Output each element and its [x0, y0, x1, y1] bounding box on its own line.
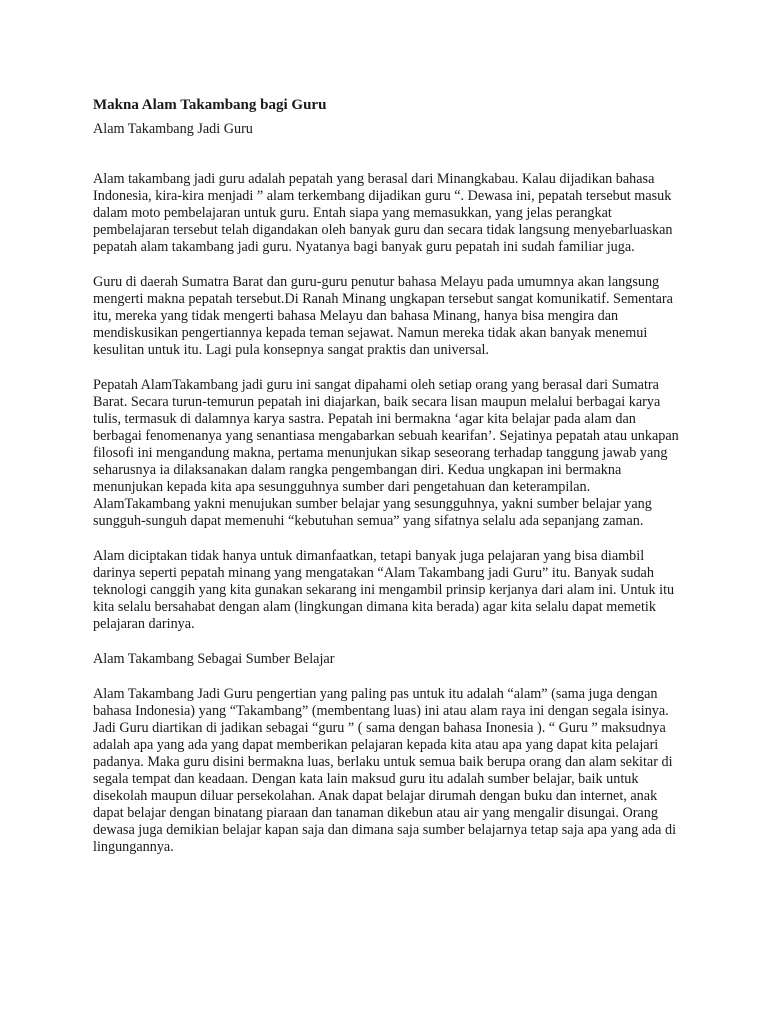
paragraph: Alam takambang jadi guru adalah pepatah yang berasal dari Minangkabau. Kalau dijadikan bahasa Indonesia, kira-kira menjadi ” alam terkembang dijadikan guru “. Dewasa ini, pepatah tersebut masuk dalam moto pembelajaran untuk guru. Entah siapa yang memasukkan, yang jelas perangkat pembelajaran tersebut telah digandakan oleh banyak guru dan secara tidak langsung menyebarluaskan pepatah alam takambang jadi guru. Nyatanya bagi banyak guru pepatah ini sudah familiar juga. [93, 171, 673, 255]
section-heading: Alam Takambang Sebagai Sumber Belajar [93, 651, 335, 667]
document-title: Makna Alam Takambang bagi Guru [93, 97, 327, 113]
document-subtitle: Alam Takambang Jadi Guru [93, 121, 253, 137]
document-body [93, 96, 683, 874]
paragraph: Pepatah AlamTakambang jadi guru ini sangat dipahami oleh setiap orang yang berasal dari Sumatra Barat. Secara turun-temurun pepatah ini diajarkan, baik secara lisan maupun melalui berbagai karya tulis, termasuk di dalamnya karya sastra. Pepatah ini bermakna ‘agar kita belajar pada alam dan berbagai fenomenanya yang senantiasa mengabarkan sebuah kearifan’. Sejatinya pepatah atau unkapan filosofi ini mengandung makna, pertama menunjukan sikap seseorang terhadap tanggung jawab yang seharusnya ia dilaksanakan dalam rangka pengembangan diri. Kedua ungkapan ini bermakna menunjukan kepada kita apa sesungguhnya sumber dari pengetahuan dan keterampilan. AlamTakambang yakni menujukan sumber belajar yang sesungguhnya, yakni sumber belajar yang sungguh-sunguh dapat memenuhi “kebutuhan semua” yang sifatnya selalu ada sepanjang zaman. [93, 377, 679, 529]
paragraph: Guru di daerah Sumatra Barat dan guru-guru penutur bahasa Melayu pada umumnya akan langsung mengerti makna pepatah tersebut.Di Ranah Minang ungkapan tersebut sangat komunikatif. Sementara itu, mereka yang tidak mengerti bahasa Melayu dan bahasa Minang, hanya bisa mengira dan mendiskusikan pengertiannya kepada teman sejawat. Namun mereka tidak akan banyak menemui kesulitan untuk itu. Lagi pula konsepnya sangat praktis dan universal. [93, 274, 673, 358]
paragraph: Alam Takambang Jadi Guru pengertian yang paling pas untuk itu adalah “alam” (sama juga dengan bahasa Indonesia) yang “Takambang” (membentang luas) ini atau alam raya ini dengan segala isinya. Jadi Guru diartikan di jadikan sebagai “guru ” ( sama dengan bahasa Inonesia ). “ Guru ” maksudnya adalah apa yang ada yang dapat memberikan pelajaran kepada kita atau apa yang dapat kita pelajari padanya. Maka guru disini bermakna luas, berlaku untuk semua baik berupa orang dan alam sekitar di segala tempat dan keadaan. Dengan kata lain maksud guru itu adalah sumber belajar, baik untuk disekolah maupun diluar persekolahan. Anak dapat belajar dirumah dengan buku dan internet, anak dapat belajar dengan binatang piaraan dan tanaman dikebun atau air yang mengalir disungai. Orang dewasa juga demikian belajar kapan saja dan dimana saja sumber belajarnya tetap saja apa yang ada di lingungannya. [93, 686, 677, 855]
paragraph: Alam diciptakan tidak hanya untuk dimanfaatkan, tetapi banyak juga pelajaran yang bisa diambil darinya seperti pepatah minang yang mengatakan “Alam Takambang jadi Guru” itu. Banyak sudah teknologi canggih yang kita gunakan sekarang ini mengambil prinsip kerjanya dari alam ini. Untuk itu kita selalu bersahabat dengan alam (lingkungan dimana kita berada) agar kita selalu dapat memetik pelajaran darinya. [93, 548, 675, 632]
